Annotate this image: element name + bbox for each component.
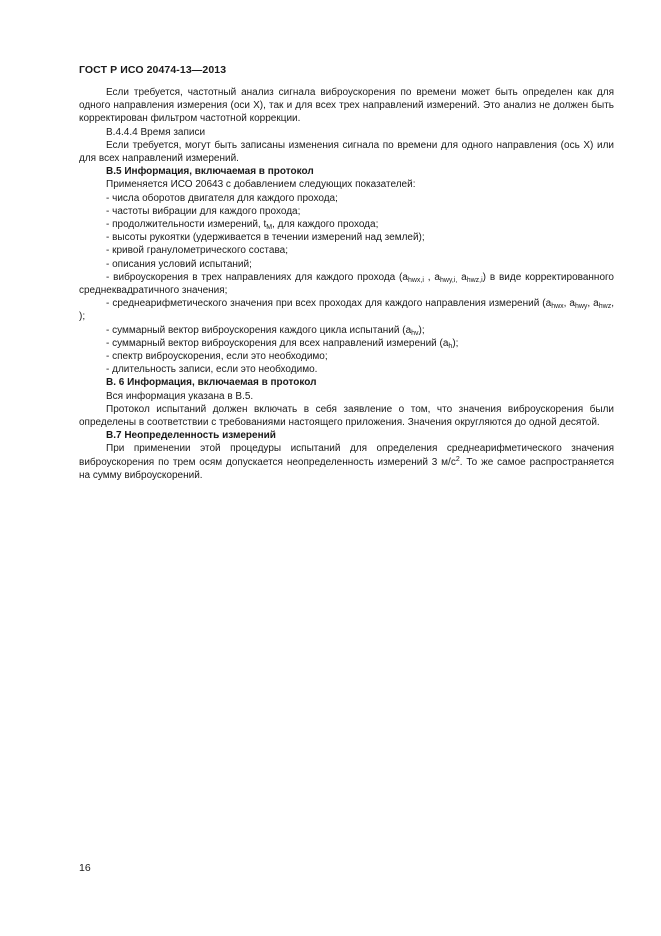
list-item: - продолжительности измерений, $t_M$, для каждого прохода; [106, 219, 379, 232]
list-item: - числа оборотов двигателя для каждого прохода; [106, 192, 338, 204]
document-header: ГОСТ Р ИСО 20474-13—2013 [79, 64, 227, 76]
list-item: - спектр виброускорения, если это необходимо; [106, 351, 328, 363]
document-body [79, 86, 614, 482]
list-item: - длительность записи, если это необходимо. [106, 364, 318, 376]
list-item: - суммарный вектор виброускорения для всех направлений измерений $(a_h)$; [106, 337, 459, 350]
list-item: - кривой гранулометрического состава; [106, 245, 289, 257]
section-heading: В. 6 Информация, включаемая в протокол [106, 377, 317, 389]
list-item: - описания условий испытаний; [106, 258, 252, 270]
subsection-title: В.4.4.4 Время записи [106, 126, 206, 138]
section-heading: В.7 Неопределенность измерений [106, 430, 276, 442]
section-heading: В.5 Информация, включаемая в протокол [106, 166, 314, 178]
paragraph: Если требуется, частотный анализ сигнала виброускорения по времени может быть определен как для одного направления измерения (оси X), так и для всех трех направлений измерений. Это анализ не должен быть корректирован фильтром частотной коррекции. [79, 87, 614, 125]
paragraph: Если требуется, могут быть записаны изменения сигнала по времени для одного направления (ось X) или для всех направлений измерений. [79, 139, 614, 165]
list-item: - суммарный вектор виброускорения каждого цикла испытаний $(a_{hv})$; [106, 324, 425, 337]
list-item: - высоты рукоятки (удерживается в течении измерений над землей); [106, 232, 425, 244]
page-number: 16 [79, 862, 91, 874]
list-item: - частоты вибрации для каждого прохода; [106, 205, 301, 217]
paragraph: Вся информация указана в В.5. [106, 390, 254, 402]
list-item: - среднеарифметического значения при всех проходах для каждого направления измерений ($a_{hwx}$, $a_{hwy}$, $a_{hwz}$, ); [79, 298, 614, 323]
paragraph: При применении этой процедуры испытаний для определения среднеарифметического значения виброускорения по трем осям допускается неопределенность измерений 3 $м/с^2$. То же самое распространяется на сумму виброускорений. [79, 443, 614, 481]
paragraph: Применяется ИСО 20643 с добавлением следующих показателей: [106, 179, 416, 191]
list-item: - виброускорения в трех направлениях для каждого прохода ($a_{hwx,i}$ , $a_{hwy,i,}$ $a_{hwz,i}$) в виде корректированного среднеквадратичного значения; [79, 271, 614, 297]
paragraph: Протокол испытаний должен включать в себя заявление о том, что значения виброускорения были определены в соответствии с требованиями настоящего приложения. Значения округляются до одной десятой. [79, 403, 614, 429]
